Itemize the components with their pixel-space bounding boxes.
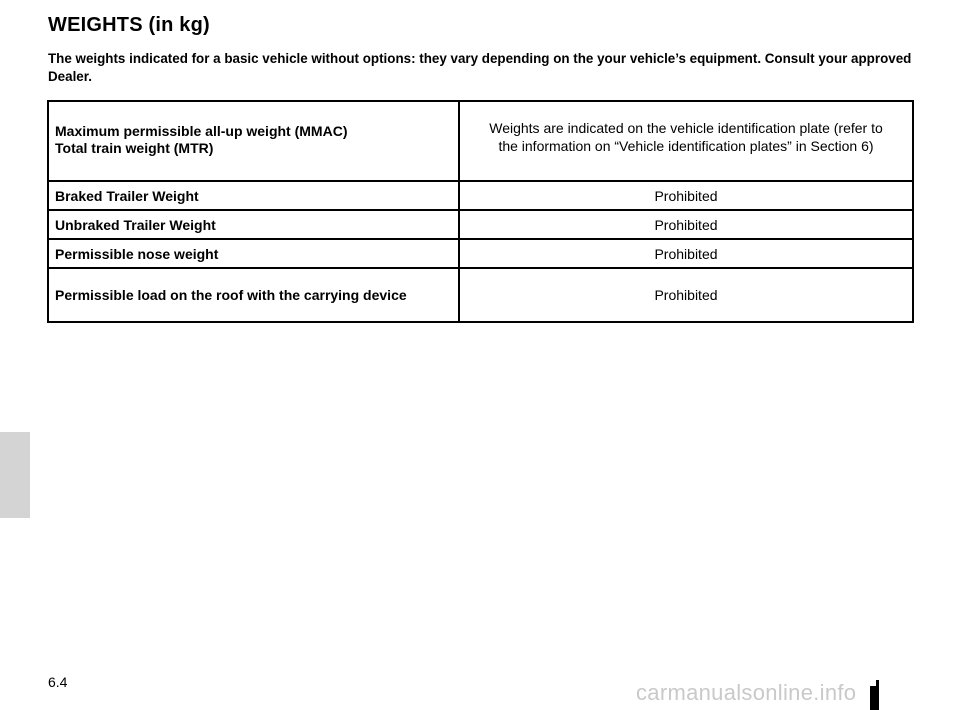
table-row xyxy=(48,181,913,210)
row-label: Maximum permissible all-up weight (MMAC) xyxy=(55,123,348,139)
row-value: Prohibited xyxy=(459,210,913,239)
table-row xyxy=(48,101,913,181)
row-label: Unbraked Trailer Weight xyxy=(48,210,459,239)
row-value-cell xyxy=(459,101,913,181)
row-value: Prohibited xyxy=(459,239,913,268)
section-tab-marker xyxy=(0,432,30,518)
row-label: Permissible nose weight xyxy=(48,239,459,268)
row-value: the information on “Vehicle identification plates” in Section 6) xyxy=(498,138,874,154)
row-label: Total train weight (MTR) xyxy=(55,140,214,156)
watermark-text: carmanualsonline.info xyxy=(636,680,857,705)
row-label-cell xyxy=(48,101,459,181)
row-value: Prohibited xyxy=(459,181,913,210)
table-row xyxy=(48,239,913,268)
row-label: Permissible load on the roof with the carrying device xyxy=(48,268,459,322)
page-title: WEIGHTS (in kg) xyxy=(48,14,210,36)
weights-table xyxy=(47,100,914,323)
intro-note: The weights indicated for a basic vehicle without options: they vary depending on the your vehicle’s equipment. Consult your approved Dealer. xyxy=(48,51,912,84)
page-number: 6.4 xyxy=(48,674,68,690)
row-value: Prohibited xyxy=(459,268,913,322)
row-label: Braked Trailer Weight xyxy=(48,181,459,210)
row-value: Weights are indicated on the vehicle identification plate (refer to xyxy=(489,120,883,136)
table-row xyxy=(48,210,913,239)
corner-marker-icon xyxy=(870,686,879,710)
table-row xyxy=(48,268,913,322)
